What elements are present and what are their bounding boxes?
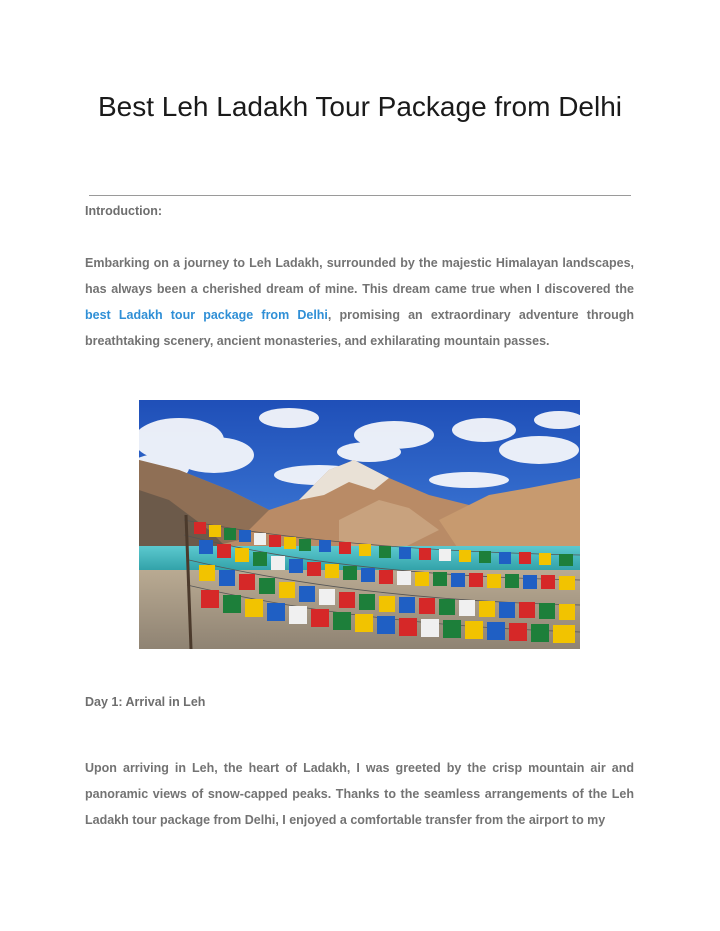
day1-paragraph: Upon arriving in Leh, the heart of Ladakh, I was greeted by the crisp mountain air and panoramic views of snow-capped peaks. Thanks to the seamless arrangements of the Leh Ladakh tour package from Delhi, I enjoyed a comfortable transfer from the airport to my [85, 761, 634, 827]
introduction-heading: Introduction: [85, 204, 163, 218]
introduction-text-end: , promising an extraordinary adventure through breathtaking scenery, ancient monasteries, and exhilarating mountain passes. [85, 308, 634, 348]
title-divider [89, 195, 631, 196]
tour-package-link[interactable]: best Ladakh tour package from Delhi [85, 308, 328, 322]
introduction-text-start: Embarking on a journey to Leh Ladakh, surrounded by the majestic Himalayan landscapes, has always been a cherished dream of mine. This dream came true when I discovered the [85, 256, 634, 296]
day1-heading: Day 1: Arrival in Leh [85, 695, 206, 709]
introduction-paragraph [85, 250, 634, 354]
page-title: Best Leh Ladakh Tour Package from Delhi [97, 91, 622, 122]
ladakh-landscape-photo [139, 400, 580, 649]
